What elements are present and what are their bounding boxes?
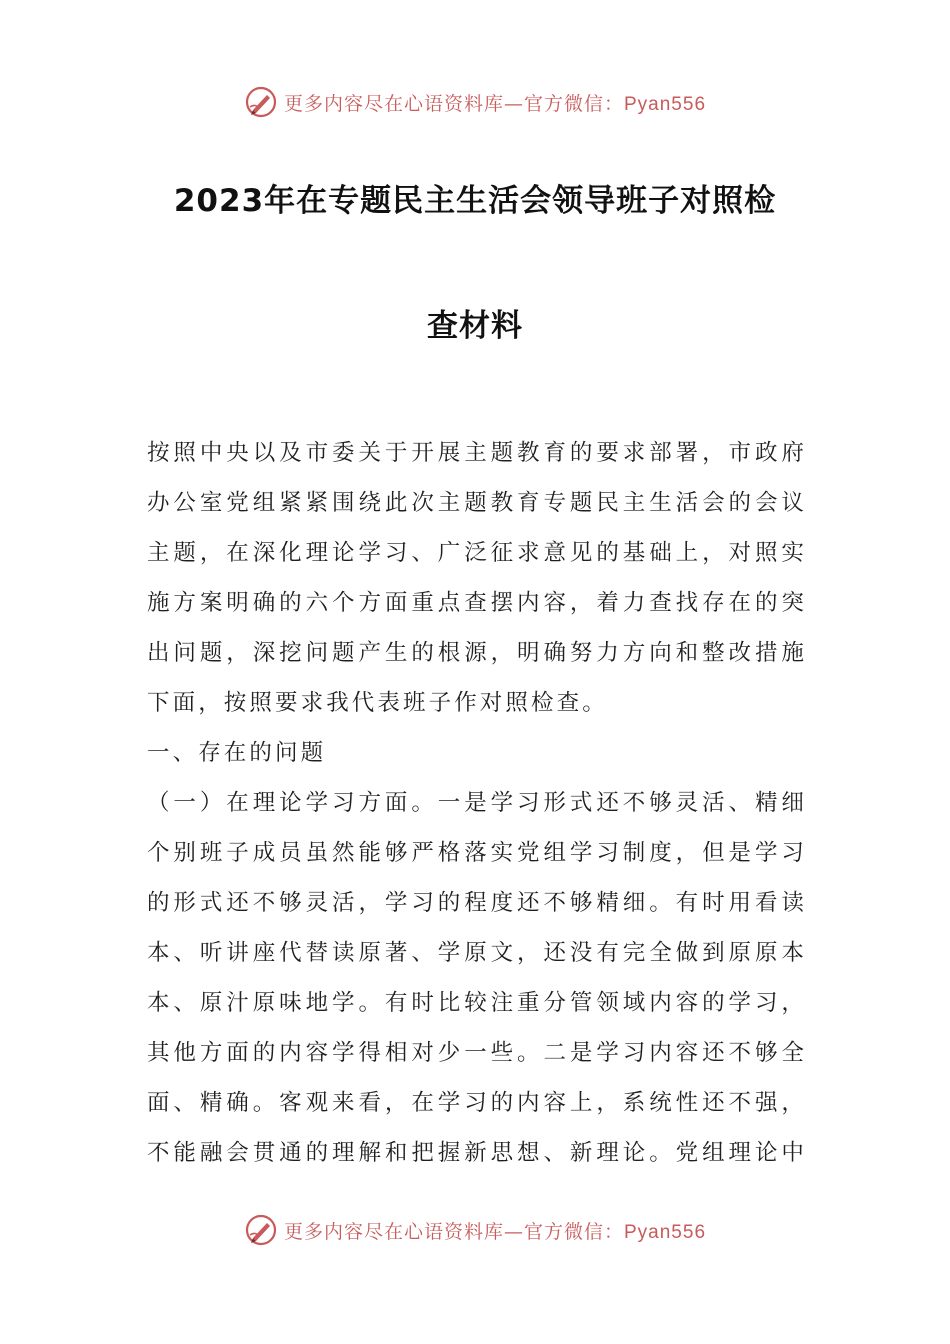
document-body: [147, 428, 807, 1178]
body-line: 出问题，深挖问题产生的根源，明确努力方向和整改措施: [147, 640, 807, 666]
body-line: 不能融会贯通的理解和把握新思想、新理论。党组理论中: [147, 1140, 807, 1166]
body-line: 施方案明确的六个方面重点查摆内容，着力查找存在的突: [147, 590, 807, 616]
document-title-line-2: 查材料: [427, 308, 523, 344]
pen-logo-icon: [244, 1213, 278, 1247]
body-line: 其他方面的内容学得相对少一些。二是学习内容还不够全: [147, 1040, 807, 1066]
body-line: 办公室党组紧紧围绕此次主题教育专题民主生活会的会议: [147, 490, 807, 516]
body-line: 本、原汁原味地学。有时比较注重分管领域内容的学习，: [147, 990, 807, 1016]
watermark-footer: [0, 1210, 950, 1250]
body-line: 按照中央以及市委关于开展主题教育的要求部署，市政府: [147, 440, 807, 466]
body-line: 下面，按照要求我代表班子作对照检查。: [147, 690, 608, 716]
body-line: 面、精确。客观来看，在学习的内容上，系统性还不强，: [147, 1090, 807, 1116]
pen-logo-icon: [244, 85, 278, 119]
body-line: 的形式还不够灵活，学习的程度还不够精细。有时用看读: [147, 890, 807, 916]
watermark-text: 更多内容尽在心语资料库—官方微信：Pyan556: [283, 1220, 707, 1243]
watermark-header: [0, 82, 950, 122]
watermark-text: 更多内容尽在心语资料库—官方微信：Pyan556: [283, 92, 707, 115]
document-title-line-1: 2023年在专题民主生活会领导班子对照检: [173, 183, 777, 219]
body-line: （一）在理论学习方面。一是学习形式还不够灵活、精细: [147, 790, 807, 816]
body-line: 本、听讲座代替读原著、学原文，还没有完全做到原原本: [147, 940, 807, 966]
body-line: 个别班子成员虽然能够严格落实党组学习制度，但是学习: [147, 840, 807, 866]
section-heading: 一、存在的问题: [147, 740, 327, 766]
body-line: 主题，在深化理论学习、广泛征求意见的基础上，对照实: [147, 540, 807, 566]
